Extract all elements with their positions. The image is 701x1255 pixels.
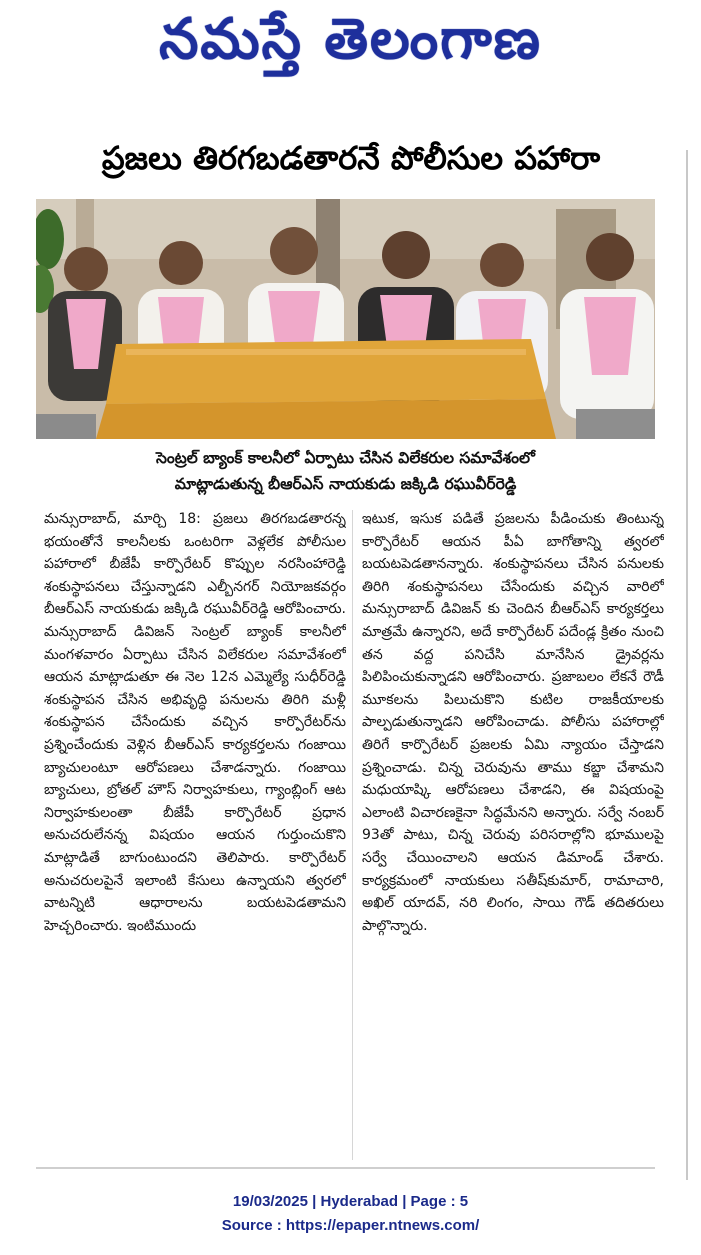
press-meet-photo-illustration [36, 199, 655, 439]
photo-caption [40, 443, 651, 499]
article-body-left-column: మన్సురాబాద్, మార్చి 18: ప్రజలు తిరగబడతారన్న భయంతోనే కాలనీలకు ఒంటరిగా వెళ్లలేక పోలీసుల పహారాలో బీజేపీ కార్పొరేటర్ కొప్పుల నరసింహారెడ్డి శంకుస్థాపనలు చేస్తున్నాడని ఎల్బీనగర్ నియోజకవర్గం బీఆర్ఎస్ నాయకుడు జక్కిడి రఘువీర్‌రెడ్డి ఆరోపించారు. మన్సురాబాద్ డివిజన్ సెంట్రల్ బ్యాంక్ కాలనీలో మంగళవారం ఏర్పాటు చేసిన విలేకరుల సమావేశంలో ఆయన మాట్లాడుతూ ఈ నెల 12న ఎమ్మెల్యే సుధీర్‌రెడ్డి శంకుస్థాపన చేసిన అభివృద్ధి పనులను తిరిగి మళ్లీ శంకుస్థాపన చేసేందుకు వచ్చిన కార్పొరేటర్‌ను ప్రశ్నించేందుకు వెళ్లిన బీఆర్ఎస్ కార్యకర్తలను గంజాయి బ్యాచులంటూ ఆరోపణలు చేశాడన్నారు. గంజాయి బ్యాచులు, బ్రోతల్ హౌస్ నిర్వాహకులు, గ్యాంబ్లింగ్ ఆట నిర్వాహకులంతా బీజేపీ కార్పొరేటర్ ప్రధాన అనుచరులేనన్న విషయం ఆయన గుర్తుంచుకొని మాట్లాడితే బాగుంటుందని తెలిపారు. కార్పొరేటర్ అనుచరులపైనే ఇలాంటి కేసులు ఉన్నాయని త్వరలో వాటన్నిటి ఆధారాలను బయటపెడతామని హెచ్చరించారు. ఇంటిముందు [44, 511, 346, 934]
article-headline [36, 134, 666, 190]
edition-info: 19/03/2025 | Hyderabad | Page : 5 [232, 1193, 469, 1210]
column-divider [352, 510, 353, 1160]
article-photo [36, 199, 655, 439]
masthead [0, 0, 701, 92]
right-margin-rule [686, 150, 688, 1180]
article-body-right-column: ఇటుక, ఇసుక పడితే ప్రజలను పీడించుకు తింటున్న కార్పొరేటర్ ఆయన పీఏ బాగోతాన్ని త్వరలో బయటపెడతానన్నారు. శంకుస్థాపనలు చేసిన పనులకు తిరిగి శంకుస్థాపనలు చేసేందుకు వచ్చిన వారిలో మన్సురాబాద్ డివిజన్ కు చెందిన బీఆర్ఎస్ కార్యకర్తలు మాత్రమే ఉన్నారని, అదే కార్పొరేటర్ పదేండ్ల క్రితం నుంచి తన వద్ద పనిచేసి మానేసిన డ్రైవర్లను పిలిపించుకున్నాడని ఆరోపించారు. ప్రజాబలం లేకనే రౌడీ మూకలను పిలుచుకొని కుటిల రాజకీయాలకు పాల్పడుతున్నాడని ఆరోపించాడు. పోలీసు పహారాల్లో తిరిగే కార్పొరేటర్ ప్రజలకు ఏమి న్యాయం చేస్తాడని ప్రశ్నించాడు. చిన్న చెరువును తాము కబ్జా చేశామని మధుయాష్కి ఆరోపణలు చేశాడని, ఈ విషయంపై ఎలాంటి విచారణకైనా సిద్ధమేనని అన్నారు. సర్వే నంబర్ 93తో పాటు, చిన్న చెరువు పరిసరాల్లోని భూములపై సర్వే చేయించాలని ఆయన డిమాండ్ చేశారు. కార్యక్రమంలో నాయకులు సతీష్‌కుమార్, రామాచారి, అఖిల్ యాదవ్, నరి లింగం, సాయి గౌడ్ తదితరులు పాల్గొన్నారు. [362, 511, 664, 934]
caption-line-2: మాట్లాడుతున్న బీఆర్ఎస్ నాయకుడు జక్కిడి రఘువీర్‌రెడ్డి [174, 475, 517, 493]
source-link[interactable]: Source : https://epaper.ntnews.com/ [221, 1217, 480, 1234]
article-bottom-rule [36, 1167, 655, 1169]
page-footer [0, 1190, 701, 1240]
newspaper-logo-title: నమస్తే తెలంగాణ [159, 6, 542, 72]
caption-line-1: సెంట్రల్ బ్యాంక్ కాలనీలో ఏర్పాటు చేసిన విలేకరుల సమావేశంలో [156, 449, 535, 467]
headline-text: ప్రజలు తిరగబడతారనే పోలీసుల పహారా [101, 139, 601, 177]
